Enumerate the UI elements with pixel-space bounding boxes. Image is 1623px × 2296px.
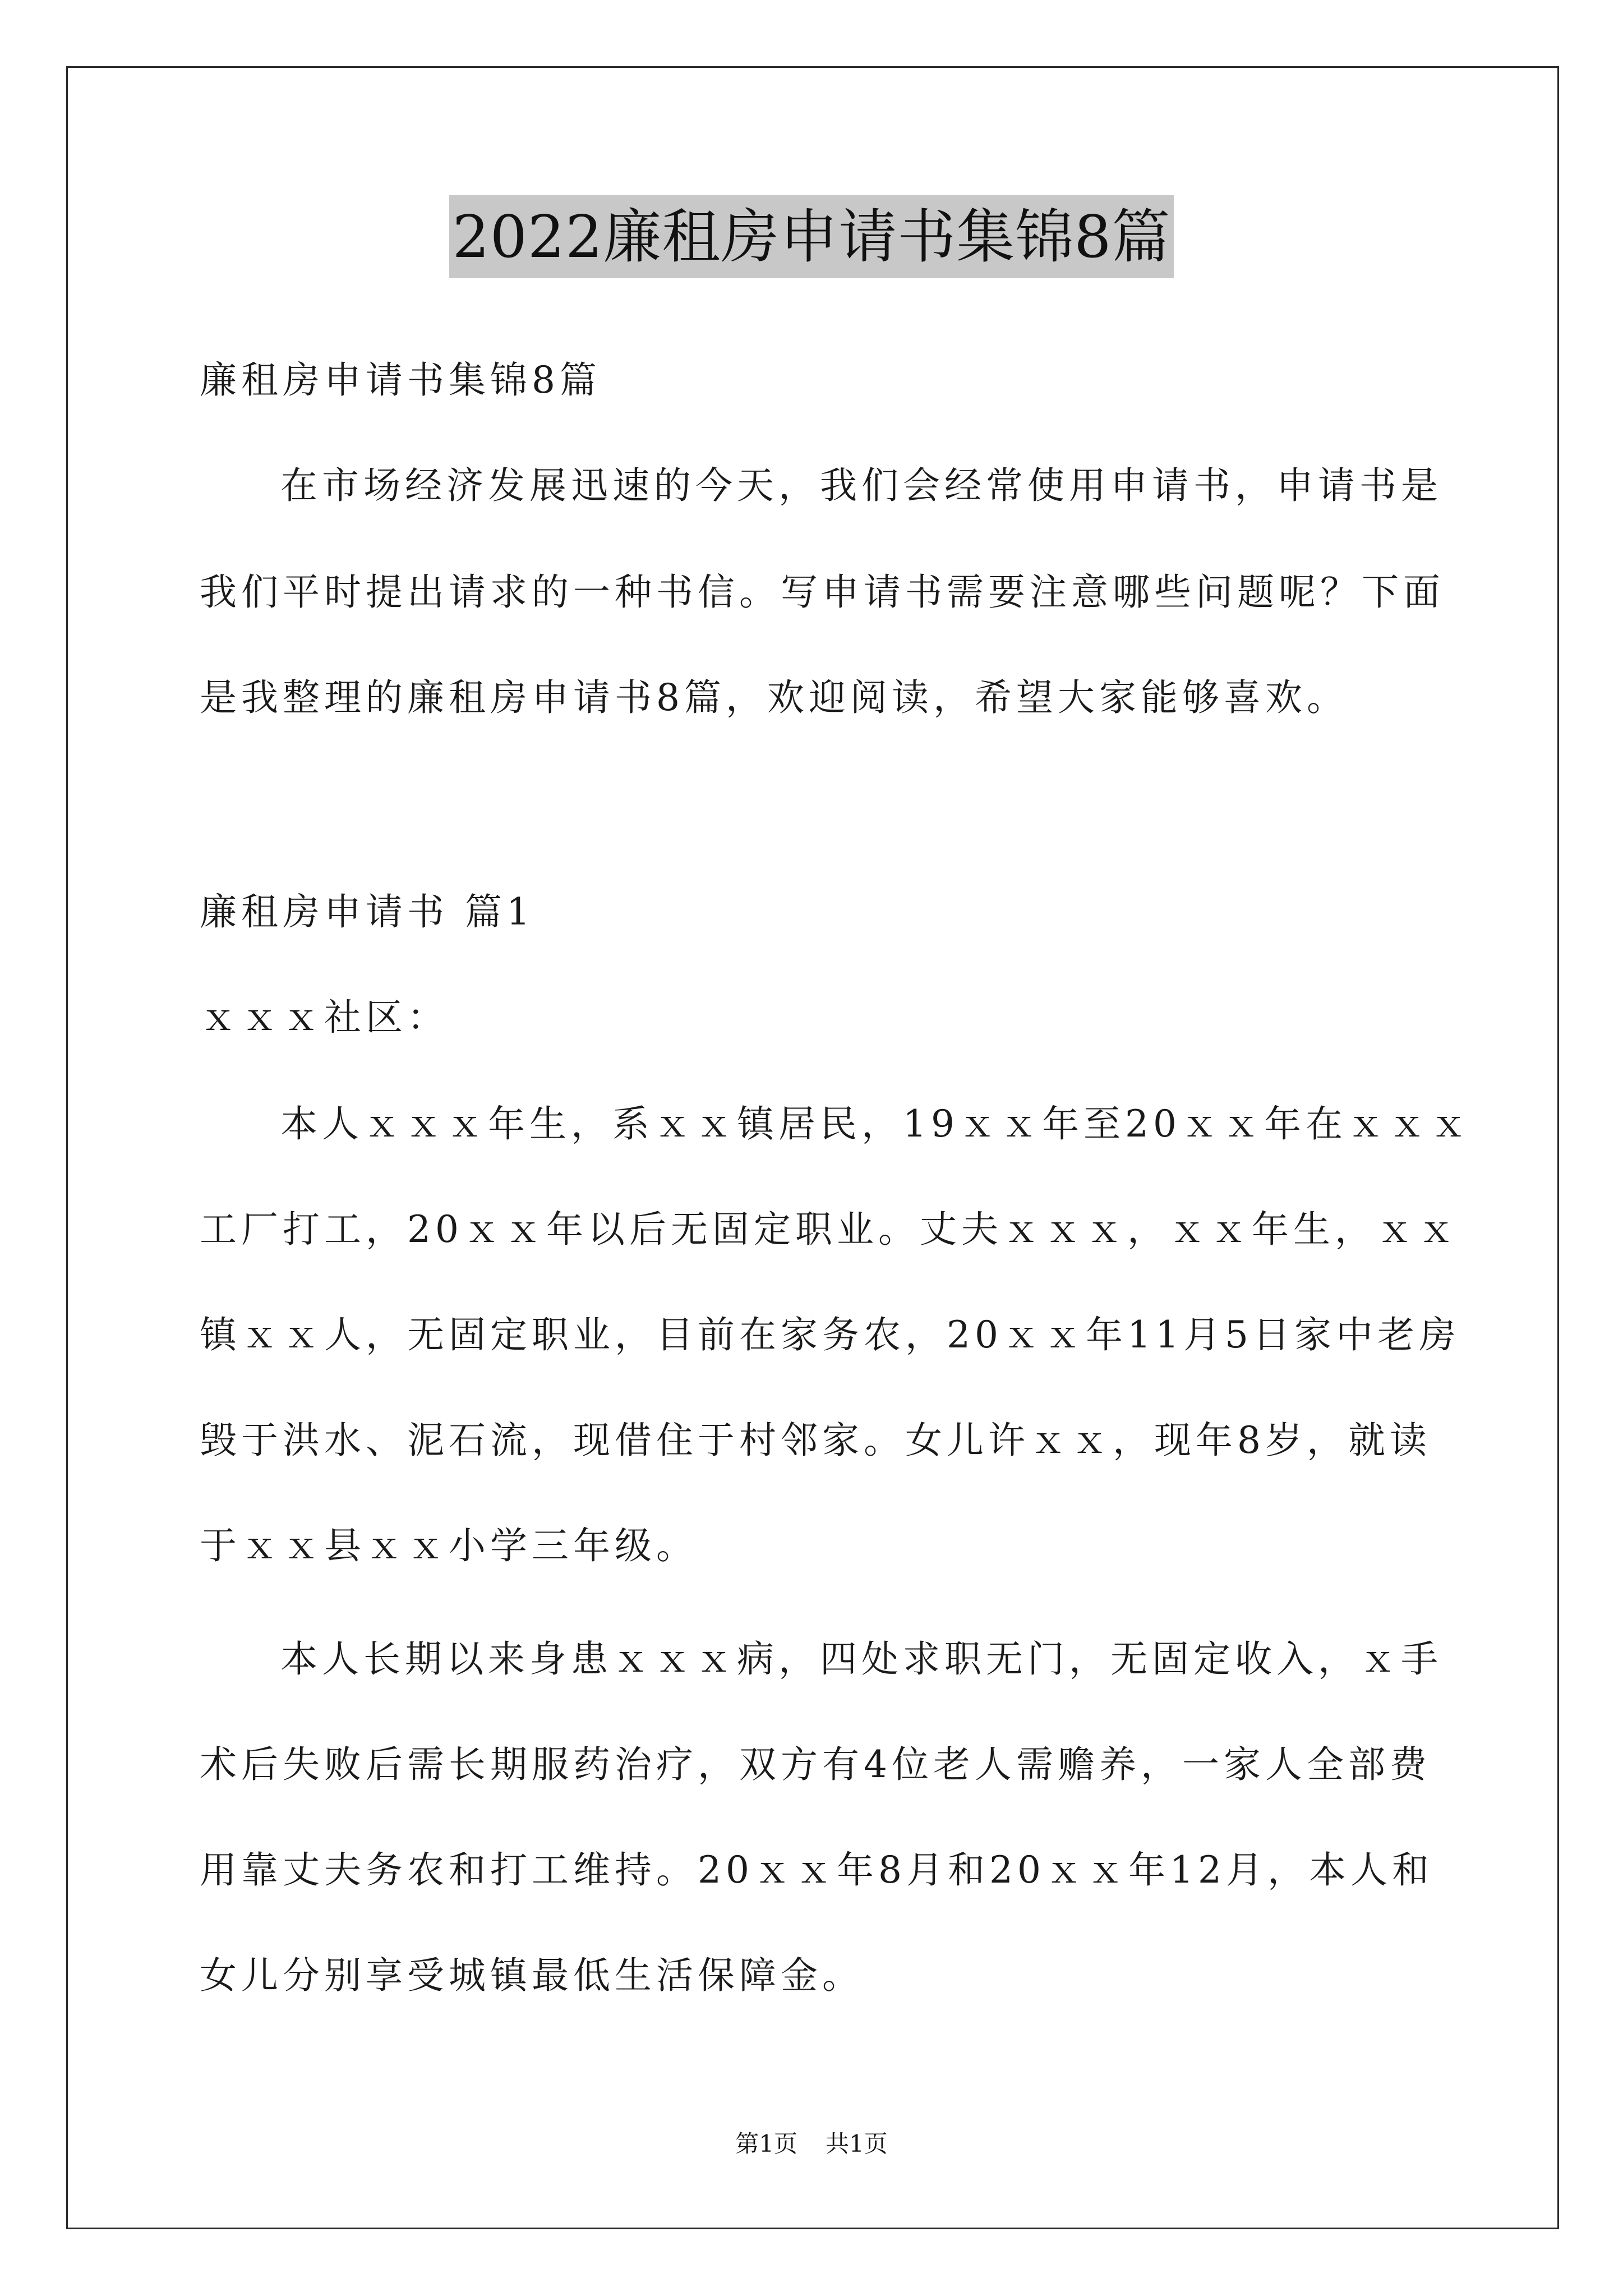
salutation: ｘｘｘ社区： [200, 996, 449, 1039]
intro-line-1: 在市场经济发展迅速的今天，我们会经常使用申请书，申请书是 [280, 464, 1442, 507]
section-heading: 廉租房申请书 篇1 [200, 890, 534, 933]
document-title: 2022廉租房申请书集锦8篇 [449, 195, 1174, 278]
paragraph1-line-5: 于ｘｘ县ｘｘ小学三年级。 [200, 1524, 698, 1567]
title-container [0, 195, 1623, 278]
paragraph1-line-3: 镇ｘｘ人，无固定职业，目前在家务农，20ｘｘ年11月5日家中老房 [200, 1313, 1460, 1356]
page-number: 第1页 [735, 2130, 797, 2157]
intro-line-3: 是我整理的廉租房申请书8篇，欢迎阅读，希望大家能够喜欢。 [200, 676, 1348, 719]
page-footer [0, 2127, 1623, 2161]
page-total: 共1页 [826, 2130, 888, 2157]
paragraph2-line-3: 用靠丈夫务农和打工维持。20ｘｘ年8月和20ｘｘ年12月，本人和 [200, 1848, 1433, 1892]
intro-line-2: 我们平时提出请求的一种书信。写申请书需要注意哪些问题呢？下面 [200, 570, 1445, 614]
paragraph2-line-2: 术后失败后需长期服药治疗，双方有4位老人需赡养，一家人全部费 [200, 1743, 1431, 1786]
paragraph1-line-2: 工厂打工，20ｘｘ年以后无固定职业。丈夫ｘｘｘ，ｘｘ年生，ｘｘ [200, 1208, 1459, 1251]
paragraph2-line-4: 女儿分别享受城镇最低生活保障金。 [200, 1954, 864, 1997]
paragraph2-line-1: 本人长期以来身患ｘｘｘ病，四处求职无门，无固定收入，ｘ手 [280, 1637, 1442, 1681]
paragraph1-line-1: 本人ｘｘｘ年生，系ｘｘ镇居民，19ｘｘ年至20ｘｘ年在ｘｘｘ [280, 1102, 1472, 1145]
paragraph1-line-4: 毁于洪水、泥石流，现借住于村邻家。女儿许ｘｘ，现年8岁，就读 [200, 1419, 1431, 1462]
document-subtitle: 廉租房申请书集锦8篇 [200, 358, 601, 402]
